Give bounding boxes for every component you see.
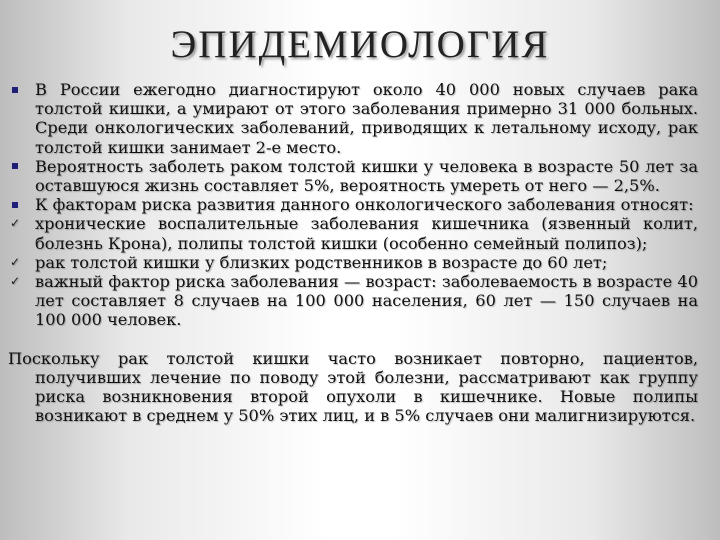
- slide-content: [8, 80, 698, 425]
- bullet-list: [8, 80, 698, 330]
- list-item-text: В России ежегодно диагностируют около 40 000 новых случаев рака толстой кишки, а умирают от этого заболевания примерно 31 000 больных. Среди онкологических заболеваний, приводящих к летальному исходу, рак толстой кишки занимает 2-е место.: [35, 80, 698, 157]
- checkmark-icon: ✓: [9, 254, 21, 269]
- checkmark-icon: ✓: [9, 216, 21, 231]
- square-bullet-icon: [8, 80, 22, 99]
- square-bullet-icon: [8, 157, 22, 176]
- list-item: [8, 195, 698, 214]
- list-item-text: рак толстой кишки у близких родственников в возрасте до 60 лет;: [35, 252, 608, 272]
- checkmark-icon: ✓: [9, 274, 21, 289]
- list-item-text: хронические воспалительные заболевания кишечника (язвенный колит, болезнь Крона), полипы толстой кишки (особенно семейный полипоз);: [35, 214, 698, 253]
- list-item: [8, 272, 698, 330]
- closing-paragraph: Поскольку рак толстой кишки часто возникает повторно, пациентов, получивших лечение по поводу этой болезни, рассматривают как группу риска возникновения второй опухоли в кишечнике. Новые полипы возникают в среднем у 50% этих лиц, и в 5% случаев они малигнизируются.: [8, 348, 698, 426]
- slide-title: ЭПИДЕМИОЛОГИЯ: [170, 23, 550, 66]
- list-item-text: Вероятность заболеть раком толстой кишки у человека в возрасте 50 лет за оставшуюся жизнь составляет 5%, вероятность умереть от него — 2,5%.: [35, 156, 698, 196]
- list-item: [8, 214, 698, 252]
- list-item: [8, 253, 698, 272]
- list-item-text: важный фактор риска заболевания — возраст: заболеваемость в возрасте 40 лет составляет 8 случаев на 100 000 населения, 60 лет — 150 случаев на 100 000 человек.: [35, 272, 698, 330]
- list-item: [8, 157, 698, 195]
- list-item: [8, 80, 698, 157]
- list-item-text: К факторам риска развития данного онкологического заболевания относят:: [35, 195, 694, 215]
- square-bullet-icon: [8, 195, 22, 214]
